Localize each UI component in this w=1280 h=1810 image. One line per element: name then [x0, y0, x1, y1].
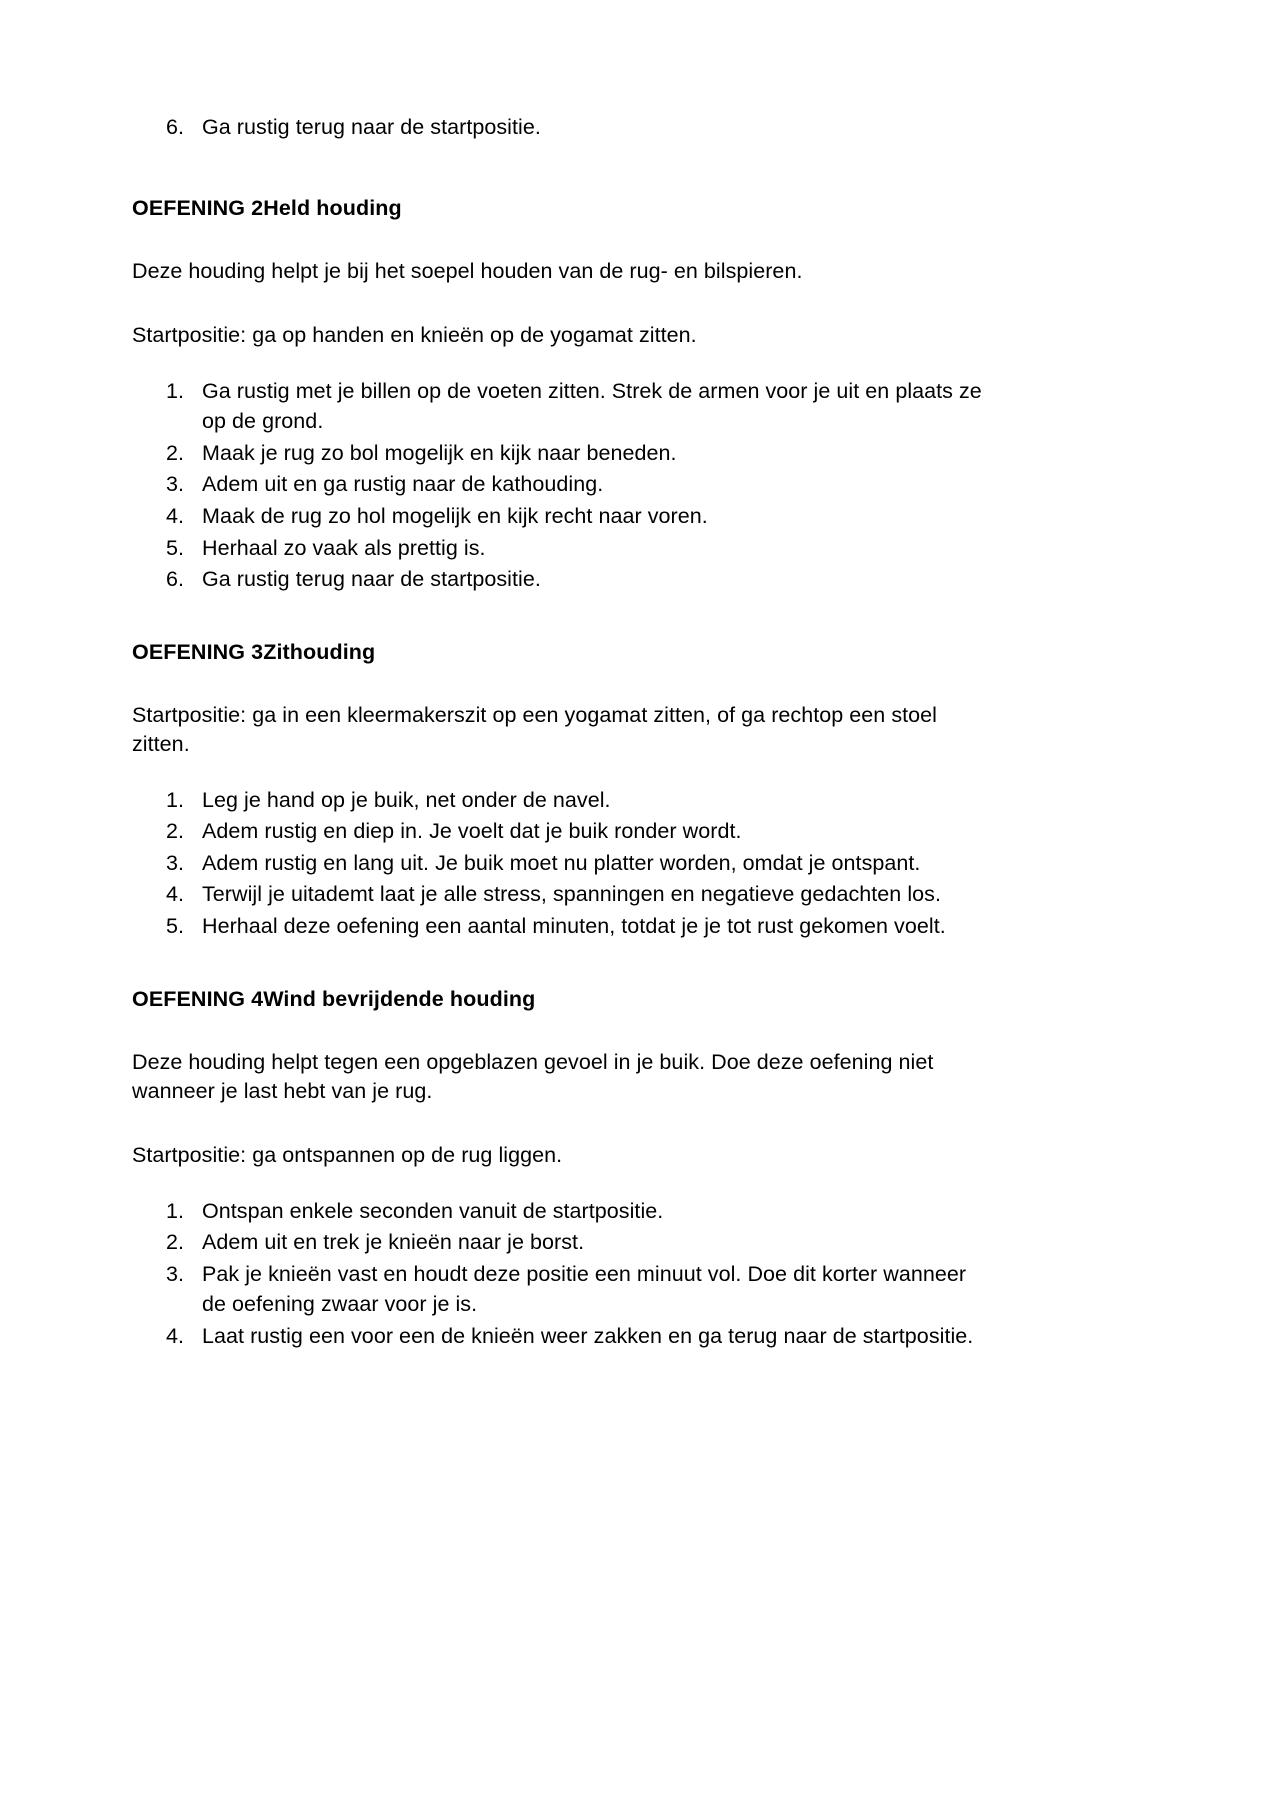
list-item: Pak je knieën vast en houdt deze positie een minuut vol. Doe dit korter wanneer de oefening zwaar voor je is.: [202, 1261, 967, 1317]
section-paragraph: Deze houding helpt tegen een opgeblazen gevoel in je buik. Doe deze oefening niet wanneer je last hebt van je rug.: [132, 1049, 934, 1103]
list-item: Leg je hand op je buik, net onder de navel.: [202, 787, 611, 812]
section-heading-oefening-2: OEFENING 2Held houding: [132, 195, 402, 220]
section-heading-oefening-4: OEFENING 4Wind bevrijdende houding: [132, 986, 536, 1011]
spacer: [132, 350, 988, 376]
section-heading-oefening-3: OEFENING 3Zithouding: [132, 639, 376, 664]
spacer: [132, 596, 988, 638]
list-item: Ontspan enkele seconden vanuit de startpositie.: [202, 1198, 664, 1223]
list-item: Adem rustig en diep in. Je voelt dat je buik ronder wordt.: [202, 819, 742, 844]
spacer: [132, 1013, 988, 1048]
list-item: Ga rustig met je billen op de voeten zitten. Strek de armen voor je uit en plaats ze op de grond.: [202, 378, 982, 434]
spacer: [132, 286, 988, 321]
section-list-oefening-2: [132, 376, 988, 595]
list-item: Herhaal deze oefening een aantal minuten, totdat je je tot rust gekomen voelt.: [202, 914, 946, 938]
section-paragraph: Deze houding helpt je bij het soepel houden van de rug- en bilspieren.: [132, 258, 803, 283]
list-item: Ga rustig terug naar de startpositie.: [202, 115, 541, 139]
list-item: Adem uit en ga rustig naar de kathouding.: [202, 472, 604, 497]
section-list-oefening-3: [132, 785, 988, 942]
list-item: Maak de rug zo hol mogelijk en kijk recht naar voren.: [202, 503, 708, 528]
section-startposition: Startpositie: ga op handen en knieën op de yogamat zitten.: [132, 322, 697, 347]
section-startposition: Startpositie: ga in een kleermakerszit op een yogamat zitten, of ga rechtop een stoel zitten.: [132, 702, 937, 756]
spacer: [132, 222, 988, 257]
spacer: [132, 666, 988, 701]
section-startposition: Startpositie: ga ontspannen op de rug liggen.: [132, 1142, 563, 1167]
list-item: Adem uit en trek je knieën naar je borst.: [202, 1230, 585, 1255]
spacer: [132, 943, 988, 985]
continued-list: [132, 112, 988, 143]
spacer: [132, 144, 988, 194]
list-item: Terwijl je uitademt laat je alle stress, spanningen en negatieve gedachten los.: [202, 882, 941, 907]
list-item: Ga rustig terug naar de startpositie.: [202, 567, 541, 592]
spacer: [132, 759, 988, 785]
document-body: [132, 112, 988, 1353]
list-item: Maak je rug zo bol mogelijk en kijk naar beneden.: [202, 440, 677, 465]
list-item: Laat rustig een voor een de knieën weer zakken en ga terug naar de startpositie.: [202, 1324, 974, 1348]
spacer: [132, 1170, 988, 1196]
list-item: Adem rustig en lang uit. Je buik moet nu platter worden, omdat je ontspant.: [202, 850, 921, 875]
list-item: Herhaal zo vaak als prettig is.: [202, 535, 486, 560]
spacer: [132, 1106, 988, 1141]
section-list-oefening-4: [132, 1196, 988, 1352]
